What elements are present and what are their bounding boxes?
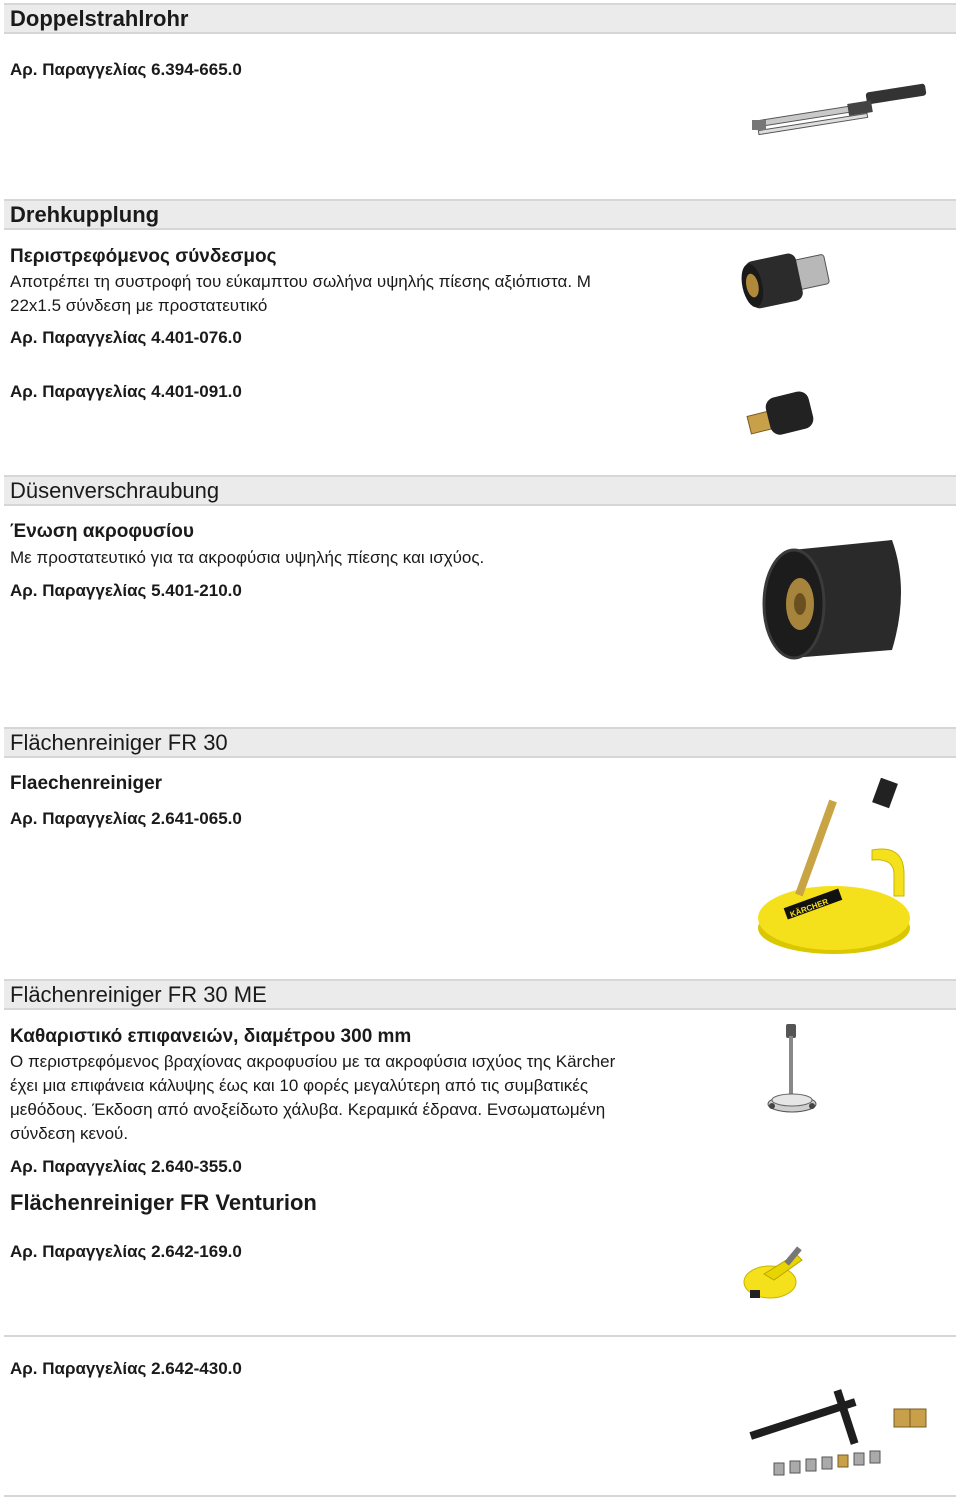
order-number: Αρ. Παραγγελίας 2.642-430.0 <box>10 1359 242 1378</box>
order-number: Αρ. Παραγγελίας 2.641-065.0 <box>10 809 242 828</box>
section-subtitle: Ένωση ακροφυσίου <box>10 521 194 542</box>
description-line: έχει μια επιφάνεια κάλυψης έως και 10 φορές μεγαλύτερη από τις συμβατικές <box>10 1076 589 1095</box>
description-line: μεθόδους. Έκδοση από ανοξείδωτο χάλυβα. Κεραμικά έδρανα. Ενσωματωμένη <box>10 1100 606 1119</box>
surface-cleaner-venturion-image <box>740 1244 820 1304</box>
section-subtitle: Καθαριστικό επιφανειών, διαμέτρου 300 mm <box>10 1026 412 1047</box>
description-line: σύνδεση κενού. <box>10 1124 129 1143</box>
section-title-fr30-me: Flächenreiniger FR 30 ME <box>10 982 267 1007</box>
description-line: Αποτρέπει τη συστροφή του εύκαμπτου σωλήνα υψηλής πίεσης αξιόπιστα. M <box>10 272 591 291</box>
nozzle-union-image <box>752 530 912 670</box>
description-line: 22x1.5 σύνδεση με προστατευτικό <box>10 296 268 315</box>
section-title-duesenverschraubung: Düsenverschraubung <box>10 478 220 503</box>
section-divider <box>4 1335 956 1337</box>
section-title-fr-venturion: Flächenreiniger FR Venturion <box>10 1190 317 1215</box>
order-number: Αρ. Παραγγελίας 6.394-665.0 <box>10 60 242 79</box>
order-number: Αρ. Παραγγελίας 4.401-091.0 <box>10 382 242 401</box>
order-number: Αρ. Παραγγελίας 2.640-355.0 <box>10 1157 242 1176</box>
swivel-coupling-small-image <box>742 388 822 444</box>
description-line: Ο περιστρεφόμενος βραχίονας ακροφυσίου με τα ακροφύσια ισχύος της Kärcher <box>10 1052 616 1071</box>
description-line: Με προστατευτικό για τα ακροφύσια υψηλής πίεσης και ισχύος. <box>10 548 485 567</box>
order-number: Αρ. Παραγγελίας 2.642-169.0 <box>10 1242 242 1261</box>
surface-cleaner-fr30-me-image <box>764 1022 824 1118</box>
double-lance-image <box>748 78 948 148</box>
surface-cleaner-fr30-image <box>754 778 924 958</box>
swivel-coupling-image <box>738 240 838 320</box>
section-subtitle: Περιστρεφόμενος σύνδεσμος <box>10 246 277 267</box>
order-number: Αρ. Παραγγελίας 4.401-076.0 <box>10 328 242 347</box>
order-number: Αρ. Παραγγελίας 5.401-210.0 <box>10 581 242 600</box>
section-title-fr30: Flächenreiniger FR 30 <box>10 730 228 755</box>
section-subtitle: Flaechenreiniger <box>10 773 163 794</box>
page-bottom-divider <box>4 1495 956 1497</box>
section-title-drehkupplung: Drehkupplung <box>10 202 160 227</box>
section-title-doppelstrahlrohr: Doppelstrahlrohr <box>10 6 189 31</box>
brand-logo-text: KÄRCHER <box>788 896 830 920</box>
nozzle-kit-image <box>744 1385 944 1485</box>
